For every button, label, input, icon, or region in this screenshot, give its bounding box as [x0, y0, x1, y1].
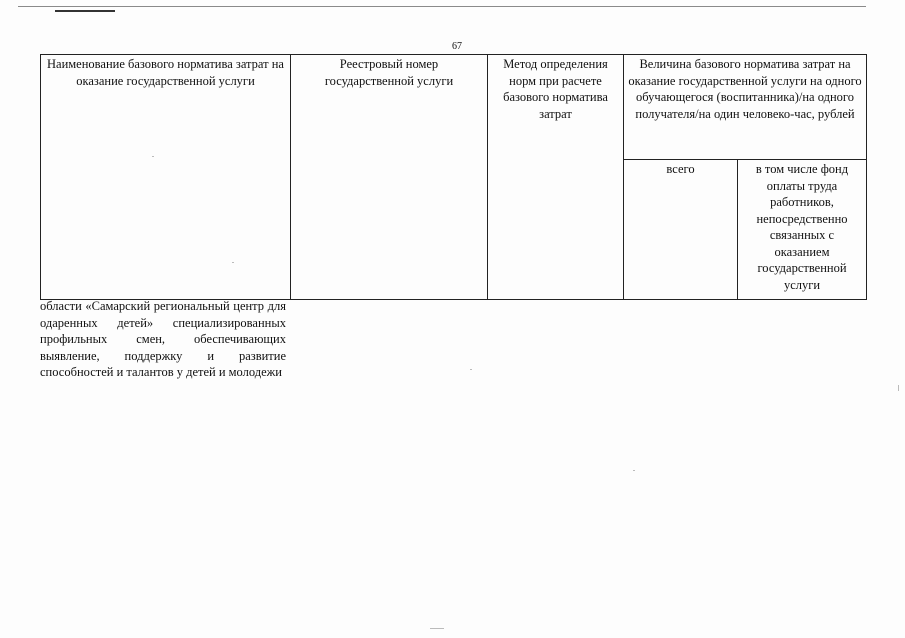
service-name-continuation: области «Самарский региональный центр для одаренных детей» специализированных профильных смен, обеспечивающих выявление, поддержку и развитие способностей и талантов у детей и молодежи [40, 299, 286, 379]
table-header-row [41, 55, 867, 160]
column-header-registry-number: Реестровый номер государственной услуги [291, 55, 488, 300]
normative-table [40, 54, 867, 300]
column-header-method: Метод определения норм при расчете базового норматива затрат [488, 55, 624, 300]
page-number: 67 [452, 41, 462, 52]
column-header-name: Наименование базового норматива затрат на оказание государственной услуги [41, 55, 291, 300]
scan-speck [430, 628, 444, 629]
subheader-wage-fund: в том числе фонд оплаты труда работников, непосредственно связанных с оказанием государственной услуги [738, 160, 867, 300]
scan-speck [633, 470, 635, 471]
scan-speck [470, 369, 472, 370]
scan-speck [232, 262, 234, 263]
subheader-total: всего [624, 160, 738, 300]
scan-edge-line [18, 6, 866, 7]
scan-speck [898, 385, 899, 391]
column-header-normative-value: Величина базового норматива затрат на оказание государственной услуги на одного обучающегося (воспитанника)/на одного получателя/на один человеко-час, рублей [624, 55, 867, 160]
scan-speck [152, 156, 154, 157]
scan-mark [55, 10, 115, 12]
